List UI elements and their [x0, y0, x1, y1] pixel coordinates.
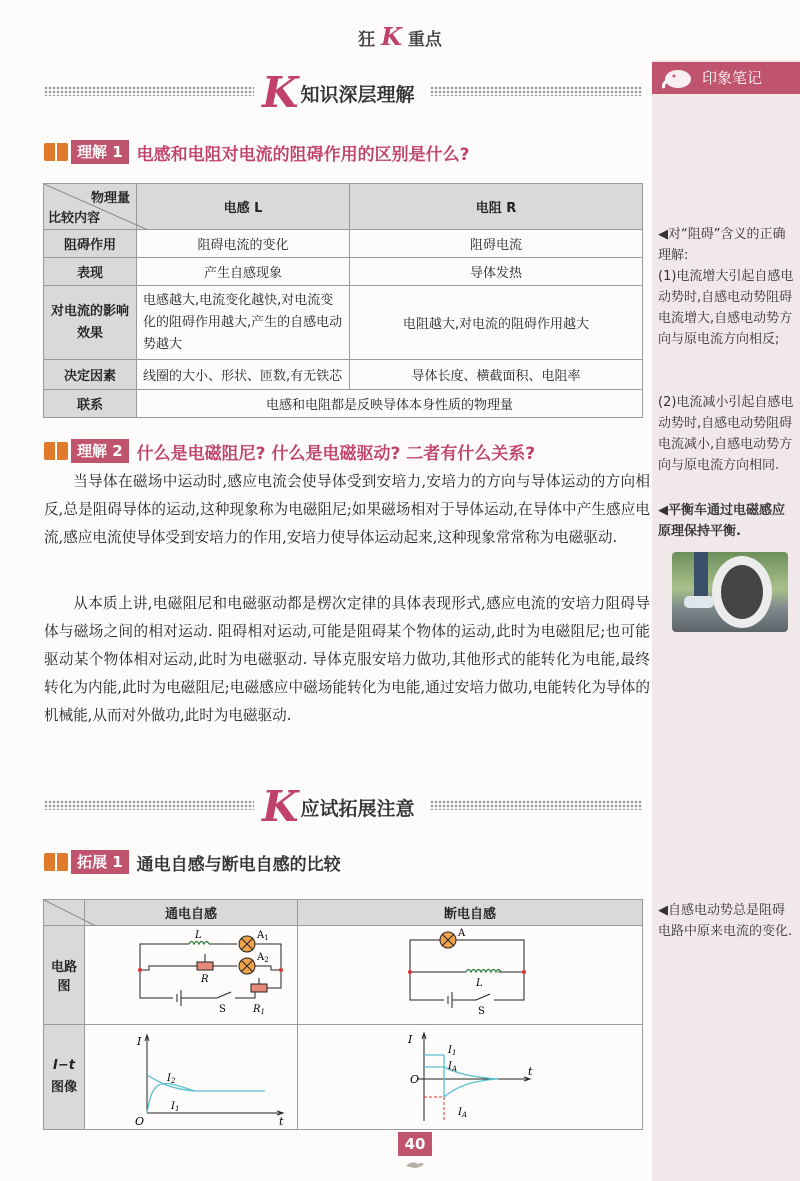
side-note-5: ◀自感电动势总是阻碍电路中原来电流的变化.: [658, 903, 793, 939]
graph-x-axis-label: t: [279, 1115, 284, 1125]
label-L: L: [195, 930, 202, 941]
label-IA-bottom: $I_A$: [458, 1107, 468, 1119]
section1-text: 知识深层理解: [300, 84, 415, 106]
table2-corner: [44, 900, 85, 926]
side-note-3: (2)电流减小引起自感电动势时,自感电动势阻碍电流减小,自感电动势方向与原电流方向相同.: [658, 395, 794, 473]
table2-col-break: 断电自感: [298, 900, 643, 926]
circuit-diagram-break: [298, 926, 628, 1020]
graph2-y-axis-label: I: [408, 1033, 413, 1046]
question-text-3: 通电自感与断电自感的比较: [136, 854, 341, 875]
label-S: S: [219, 1004, 226, 1015]
balance-scooter-photo: [672, 552, 788, 632]
page-number: 40: [398, 1132, 432, 1156]
header-k: K: [381, 22, 402, 51]
book-icon: [44, 143, 68, 161]
tag-label-3: 拓展 1: [71, 850, 129, 874]
question-tag-2: [44, 439, 535, 463]
corner-bottom: 比较内容: [48, 211, 101, 226]
row-label-graph: [44, 1025, 85, 1130]
dotted-rule-left-2: [44, 800, 254, 810]
label-I1: $I_1$: [171, 1101, 180, 1113]
bird-icon: [404, 1158, 426, 1170]
row-label: 对电流的影响效果: [44, 286, 137, 360]
graph-origin: O: [135, 1115, 145, 1125]
table-cell: 阻碍电流: [350, 230, 643, 258]
label-L2: L: [476, 978, 483, 989]
table-cell: 导体长度、横截面积、电阻率: [350, 360, 643, 390]
paragraph-2: 从本质上讲,电磁阻尼和电磁驱动都是楞次定律的具体表现形式,感应电流的安培力阻碍导体与磁场之间的相对运动. 阻碍相对运动,可能是阻碍某个物体的运动,此时为电磁阻尼;也可能驱动某个物体相对运动,此时为电磁驱动. 导体克服安培力做功,其他形式的能转化为电能,最终转化为内能,此时为电磁阻尼;电磁感应中磁场能转化为电能,通过安培力做功,电能转化为导体的机械能,从而对外做功,此时为电磁驱动.: [44, 595, 650, 724]
section1-k: K: [262, 68, 299, 117]
section2-text: 应试拓展注意: [300, 798, 415, 820]
row-label-circuit: 电路图: [44, 926, 85, 1025]
table-cell: 线圈的大小、形状、匝数,有无铁芯: [137, 360, 350, 390]
header-pre: 狂: [358, 30, 376, 50]
comparison-table-1: [43, 183, 643, 418]
tag-label-1: 理解 1: [71, 140, 129, 164]
question-tag-3: [44, 850, 341, 874]
table1-col-inductance: 电感 L: [137, 184, 350, 230]
section-title-1: [262, 68, 415, 117]
circuit-make-cell: [85, 926, 298, 1025]
table-row: [44, 360, 643, 390]
row-label: 联系: [44, 390, 137, 418]
table-row: [44, 286, 643, 360]
shoe-shape: [684, 596, 714, 608]
it-graph-break: [298, 1025, 628, 1125]
circuit-diagram-make: [85, 926, 297, 1020]
it-graph-make: [85, 1025, 297, 1125]
section2-k: K: [262, 782, 299, 831]
sidebar-title: 印象笔记: [702, 69, 763, 87]
paragraph-1: 当导体在磁场中运动时,感应电流会使导体受到安培力,安培力的方向与导体运动的方向相反,总是阻碍导体的运动,这种现象称为电磁阻尼;如果磁场相对于导体运动,在导体中产生感应电流,感应电流使导体受到安培力的作用,安培力使导体运动起来,这种现象常常称为电磁驱动.: [44, 473, 650, 546]
graph2-origin: O: [410, 1073, 420, 1086]
question-tag-1: [44, 140, 470, 164]
graph-make-cell: [85, 1025, 298, 1130]
graph2-x-axis-label: t: [528, 1065, 533, 1078]
label-I2: $I_2$: [167, 1073, 176, 1085]
table-row: [44, 258, 643, 286]
page-header: [0, 22, 800, 51]
leg-shape: [694, 552, 708, 598]
row-label: 阻碍作用: [44, 230, 137, 258]
graph-row-label-b: 图像: [50, 1080, 77, 1095]
section-title-2: [262, 782, 415, 831]
table-cell: 电阻越大,对电流的阻碍作用越大: [350, 286, 643, 360]
sidebar-header: [652, 62, 800, 94]
graph-break-cell: [298, 1025, 643, 1130]
table2-col-make: 通电自感: [85, 900, 298, 926]
dotted-rule-right: [430, 86, 642, 96]
side-note-2: (1)电流增大引起自感电动势时,自感电动势阻碍电流增大,自感电动势方向与原电流方向相反;: [658, 269, 794, 347]
table-cell: 阻碍电流的变化: [137, 230, 350, 258]
dotted-rule-right-2: [430, 800, 642, 810]
graph-y-axis-label: I: [137, 1035, 142, 1048]
label-I1b: $I_1$: [448, 1045, 457, 1057]
circuit-break-cell: [298, 926, 643, 1025]
table-row: [44, 230, 643, 258]
table-cell: 电感越大,电流变化越快,对电流变化的阻碍作用越大,产生的自感电动势越大: [137, 286, 350, 360]
side-note-1: ◀对“阻碍”含义的正确理解:: [658, 227, 786, 263]
wheel-shape: [712, 556, 772, 628]
row-label: 决定因素: [44, 360, 137, 390]
row-label: 表现: [44, 258, 137, 286]
label-IA-top: $I_A$: [448, 1061, 458, 1073]
table1-col-resistance: 电阻 R: [350, 184, 643, 230]
header-post: 重点: [407, 30, 442, 50]
elephant-icon: [660, 66, 696, 90]
question-text-1: 电感和电阻对电流的阻碍作用的区别是什么?: [136, 144, 470, 165]
table1-corner: [44, 184, 137, 230]
label-R1: $R_1$: [253, 1004, 265, 1016]
table-cell: 导体发热: [350, 258, 643, 286]
table-row: [44, 390, 643, 418]
book-icon: [44, 442, 68, 460]
question-text-2: 什么是电磁阻尼? 什么是电磁驱动? 二者有什么关系?: [136, 443, 536, 464]
label-A1: $A_1$: [257, 930, 269, 942]
book-icon: [44, 853, 68, 871]
table-cell: 电感和电阻都是反映导体本身性质的物理量: [137, 390, 643, 418]
comparison-table-2: [43, 899, 643, 1130]
dotted-rule-left: [44, 86, 254, 96]
label-A: A: [458, 928, 466, 939]
corner-top: 物理量: [90, 191, 130, 206]
label-A2: $A_2$: [257, 952, 269, 964]
label-S2: S: [478, 1006, 485, 1017]
side-note-4: ◀平衡车通过电磁感应原理保持平衡.: [658, 503, 785, 539]
graph-row-label-a: I−t: [53, 1058, 75, 1073]
table-cell: 产生自感现象: [137, 258, 350, 286]
label-R: R: [201, 974, 209, 985]
tag-label-2: 理解 2: [71, 439, 129, 463]
